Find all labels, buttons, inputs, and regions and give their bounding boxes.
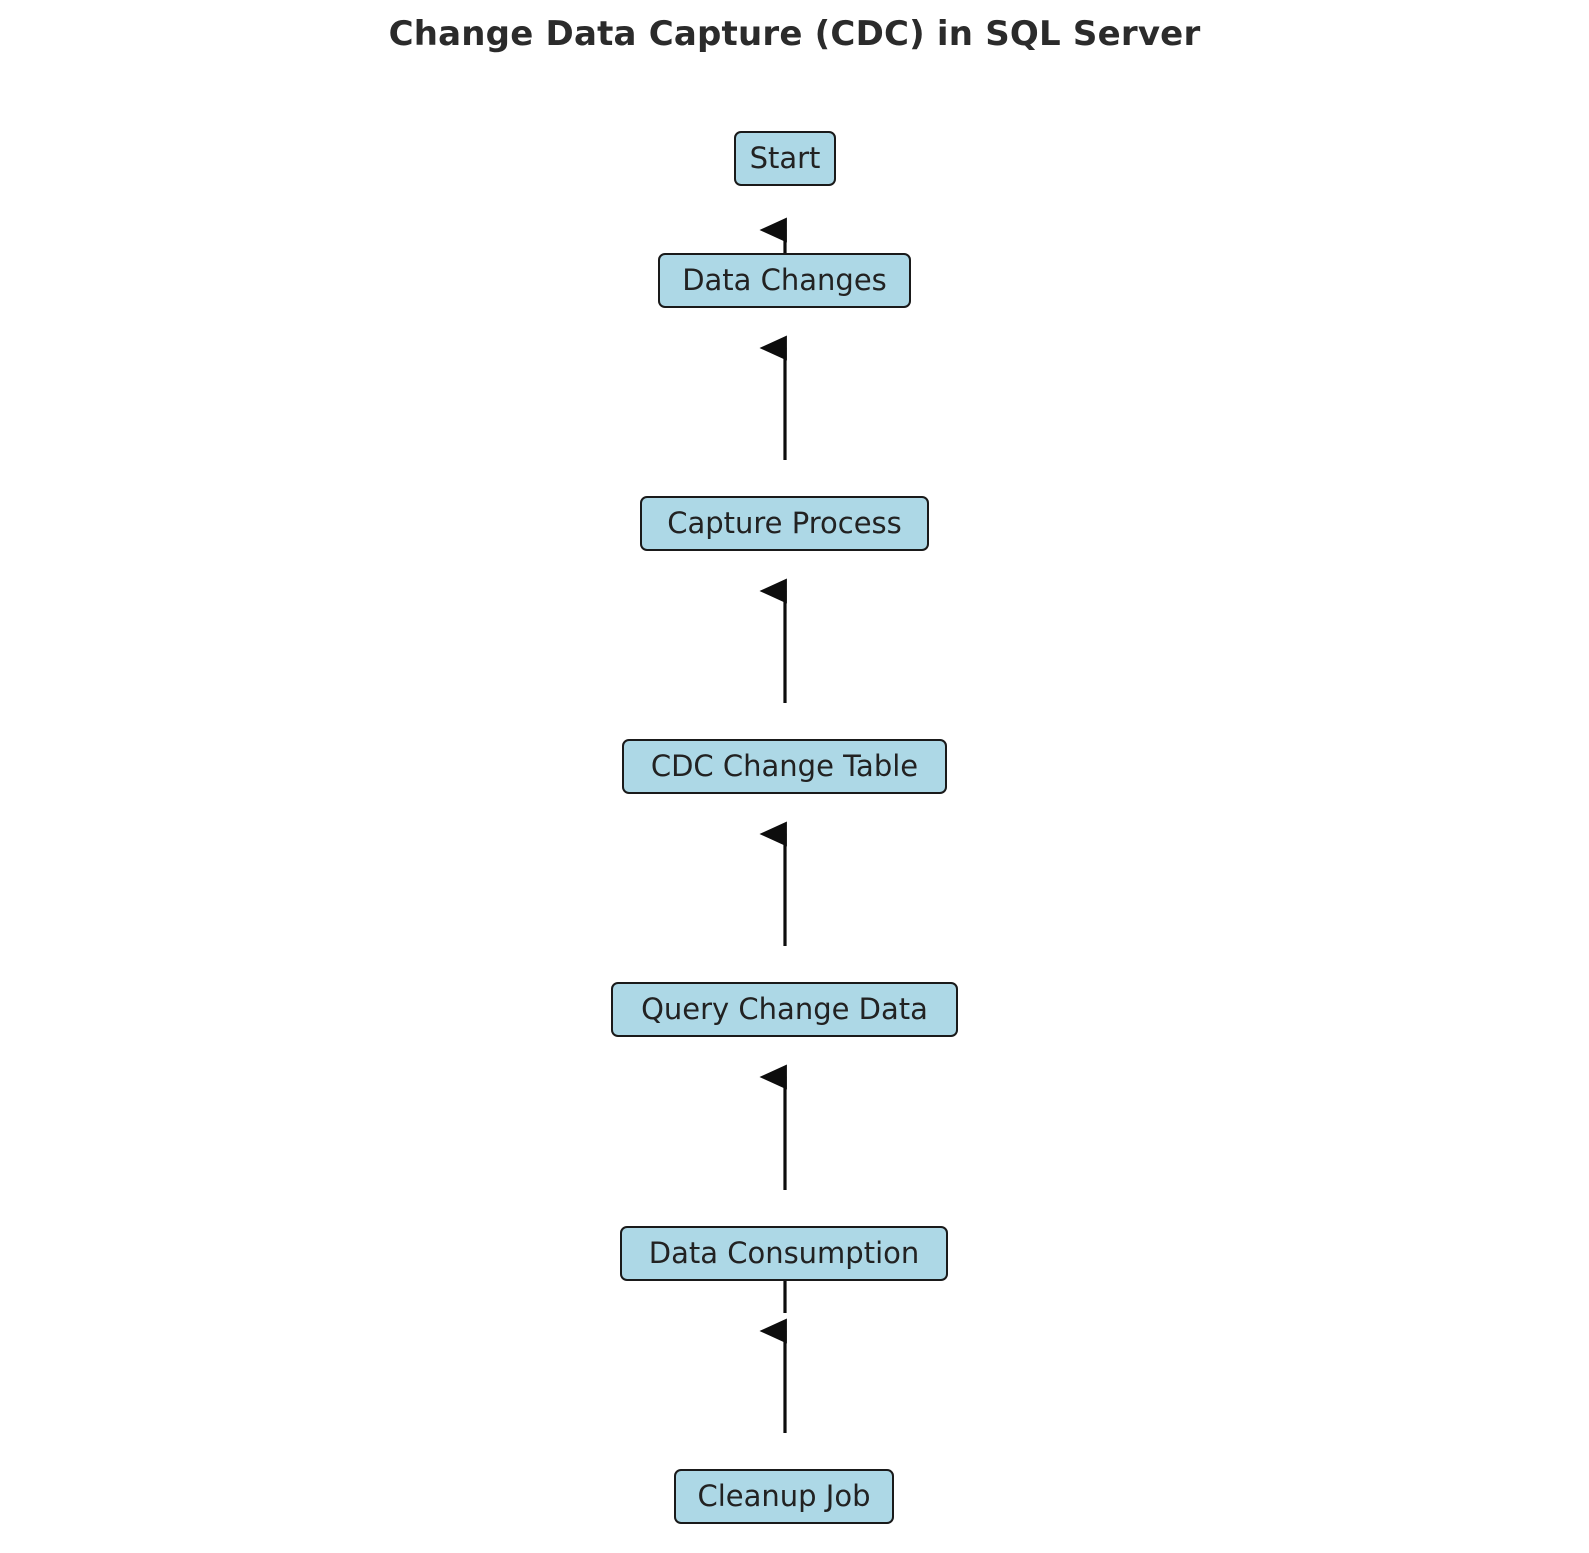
node-cleanup-job[interactable] — [674, 1469, 894, 1524]
node-label: Data Changes — [682, 263, 887, 297]
edge-cdc-change-table-to-capture-process — [735, 581, 835, 707]
node-label: Query Change Data — [641, 992, 928, 1026]
node-label: Capture Process — [667, 506, 902, 540]
node-start[interactable] — [734, 131, 836, 186]
node-label: Cleanup Job — [697, 1479, 871, 1513]
edge-data-consumption-to-query-change-data — [735, 1067, 835, 1194]
page-title: Change Data Capture (CDC) in SQL Server — [388, 14, 1201, 54]
node-label: Data Consumption — [648, 1236, 920, 1270]
node-data-changes[interactable] — [658, 253, 911, 308]
node-cdc-change-table[interactable] — [622, 739, 947, 794]
node-label: CDC Change Table — [650, 749, 919, 783]
node-label: Start — [749, 141, 821, 175]
edge-capture-process-to-data-changes — [735, 338, 835, 464]
node-query-change-data[interactable] — [611, 982, 958, 1037]
node-data-consumption[interactable] — [620, 1226, 948, 1281]
node-capture-process[interactable] — [640, 496, 929, 551]
edge-query-change-data-to-cdc-change-table — [735, 824, 835, 950]
